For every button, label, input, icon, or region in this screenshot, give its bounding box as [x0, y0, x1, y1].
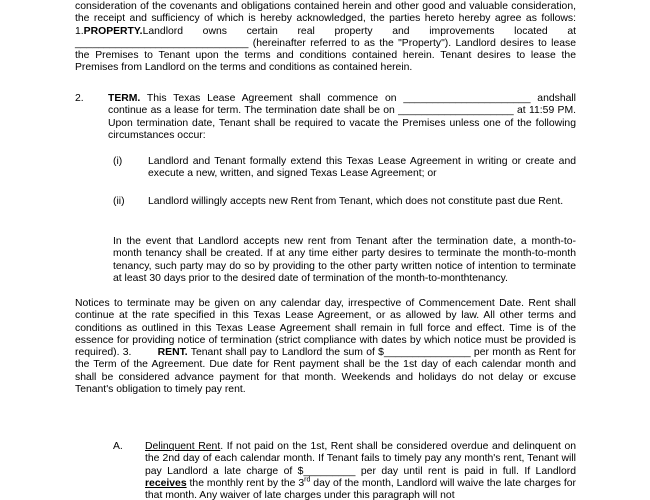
term-text-c: at 11:59 PM. Upon termination date, Tenant shall be required to vacate the Premises unless one of the following circumstances occur: — [108, 105, 576, 141]
delinquent-heading: Delinquent Rent — [145, 441, 221, 452]
intro-text: consideration of the covenants and obligations contained herein and other good and valuable consideration, the receipt and sufficiency of which is hereby acknowledged, the parties hereto hereby agree as follows: 1. — [75, 1, 576, 37]
delinquent-paragraph — [145, 441, 576, 500]
term-heading: TERM. — [108, 93, 141, 104]
property-paragraph — [75, 1, 576, 75]
month-to-month-paragraph: In the event that Landlord accepts new rent from Tenant after the termination date, a month-to-month tenancy shall be created. If at any time either party desires to terminate the month-to-month tenancy, such party may do so by providing to the other party written notice of intention to terminate at least 30 days prior to the desired date of termination of the month-to-monthtenancy. — [113, 236, 576, 284]
late-fee-blank[interactable]: _________ — [303, 465, 356, 477]
delinquent-marker: A. — [113, 441, 123, 452]
property-text-cont: (hereinafter referred to as the "Property"). Landlord desires to lease the Premises to Tenant upon the terms and conditions contained herein. Tenant desires to lease the Premises from Landlord on the terms and conditions as contained herein. — [75, 37, 576, 74]
delinquent-text-b: per day until rent is paid in full. If Landlord — [355, 465, 576, 477]
start-date-blank[interactable]: ______________________ — [403, 93, 531, 104]
property-heading: PROPERTY. — [83, 25, 143, 37]
item-ii-marker: (ii) — [113, 196, 125, 207]
delinquent-text-d: day of the month, Landlord will waive the late charges for that month. Any waiver of late charges under this paragraph will not — [145, 477, 576, 500]
delinquent-text-c: the monthly rent by the 3 — [186, 477, 305, 489]
term-paragraph — [108, 93, 576, 142]
rent-heading: RENT. — [157, 347, 188, 359]
item-i-marker: (i) — [113, 156, 123, 167]
item-i-text: Landlord and Tenant formally extend this Texas Lease Agreement in writing or create and execute a new, written, and signed Texas Lease Agreement; or — [148, 156, 576, 180]
end-date-blank[interactable]: ____________________ — [398, 105, 514, 117]
notices-paragraph — [75, 298, 576, 396]
rent-text: Tenant shall pay to Landlord the sum of $ — [187, 347, 384, 359]
receives-emphasis: receives — [145, 477, 187, 489]
rent-text-b: per month as Rent for the Term of the Agreement. Due date for Rent payment shall be the 1st day of each calendar month and shall be considered advance payment for that month. Weekends and holidays do not delay or excuse Tenant's obligation to timely pay rent. — [75, 347, 576, 396]
property-text: Landlord owns certain real property and improvements located at — [142, 25, 576, 37]
address-blank[interactable]: ______________________________ — [75, 37, 249, 49]
ordinal-suffix: rd — [304, 476, 311, 484]
term-number: 2. — [75, 93, 84, 104]
term-text: This Texas Lease Agreement shall commence on — [140, 93, 404, 104]
delinquent-text: . If not paid on the 1st, Rent shall be considered overdue and delinquent on the 2nd day of each calendar month. If Tenant fails to timely pay any month's rent, Tenant will pay Landlord a late charge of $ — [145, 441, 576, 477]
term-text-b: andshall continue as a lease for term. The termination date shall be on — [108, 93, 576, 117]
rent-amount-blank[interactable]: _______________ — [383, 347, 471, 359]
item-ii-text: Landlord willingly accepts new Rent from Tenant, which does not constitute past due Rent. — [148, 196, 564, 207]
notices-text: Notices to terminate may be given on any calendar day, irrespective of Commencement Date. Rent shall continue at the rate specified in this Texas Lease Agreement, or as allowed by law. All other terms and conditions as outlined in this Texas Lease Agreement shall remain in full force and effect. Time is of the essence for providing notice of termination (strict compliance with dates by which notice must be provided is required). 3. — [75, 298, 576, 359]
